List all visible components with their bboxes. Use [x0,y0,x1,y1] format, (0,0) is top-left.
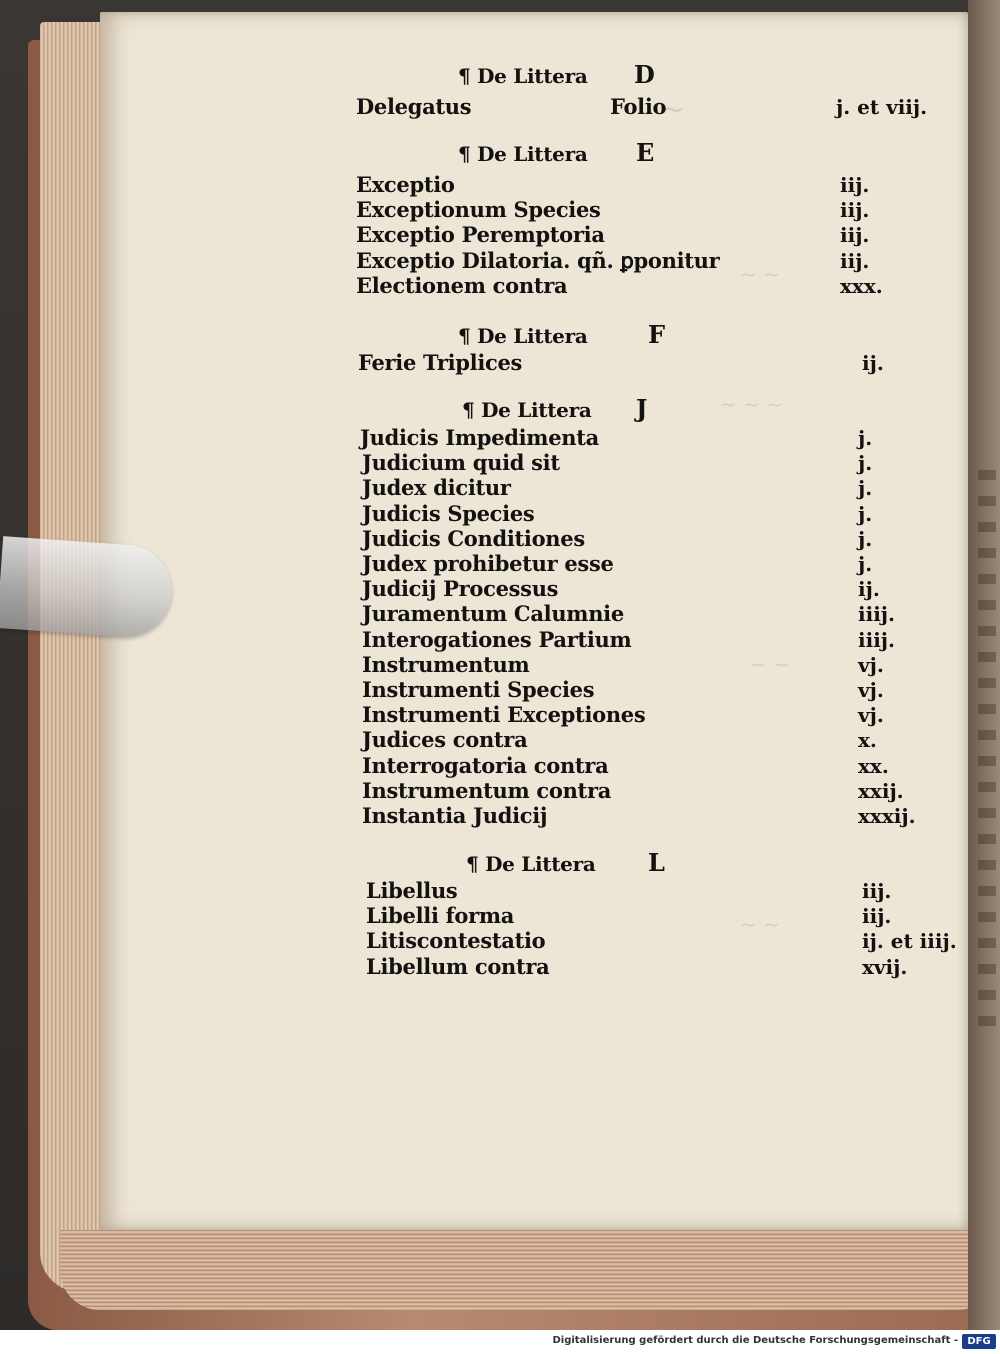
section-header: ¶ De Littera [458,142,588,166]
index-entry-folio: iiij. [858,602,895,627]
index-entry-term: Judicis Impedimenta [360,425,599,450]
index-entry-term: Exceptio Dilatoria. qñ. ꝑponitur [356,247,720,273]
index-entry-term: Instrumenti Species [362,677,595,702]
folio-column-label: Folio [610,94,667,119]
index-entry-folio: xxx. [840,273,883,298]
index-entry-folio: ij. et iiij. [862,929,957,954]
index-entry-folio: xx. [858,753,889,778]
index-entry-folio: j. [858,451,873,476]
index-entry-term: Libellus [366,878,458,903]
section-letter: L [648,848,665,877]
index-entry-folio: j. [858,426,873,450]
section-header: ¶ De Littera [462,398,592,422]
section-header: ¶ De Littera [458,64,588,88]
index-entry-term: Judices contra [362,727,528,753]
section-letter: F [648,320,666,349]
index-entry-folio: ij. [858,577,880,602]
index-entry-folio: xvij. [862,954,908,979]
index-entry-folio: iij. [862,904,892,929]
page-stack-bottom-edge [60,1230,980,1310]
section-letter: E [636,138,655,167]
page-marker-tab [0,536,175,640]
index-entry-folio: iij. [862,879,892,903]
bleed-through-mark: ~ ~ ~ [720,392,783,416]
index-entry-folio: iij. [840,198,870,223]
section-letter: J [636,394,648,423]
index-entry-folio: iij. [840,173,870,197]
index-entry-folio: vj. [858,678,884,702]
index-entry-term: Interrogatoria contra [362,752,609,778]
footer-bar [0,1330,1000,1354]
index-entry-folio: j. [858,476,873,501]
index-entry-term: Judicium quid sit [362,450,560,476]
funding-credit: Digitalisierung gefördert durch die Deutsche Forschungsgemeinschaft - [552,1335,958,1346]
index-entry-term: Instrumentum contra [362,777,612,803]
index-entry-folio: vj. [858,703,884,728]
index-entry-folio: ij. [862,351,884,375]
index-entry-folio: iij. [840,248,870,273]
index-entry-term: Instrumentum [362,651,530,677]
index-entry-term: Judicis Conditiones [362,525,585,551]
index-entry-term: Electionem contra [356,272,568,298]
index-entry-folio: j. [858,501,873,526]
index-entry-term: Litiscontestatio [366,928,546,954]
index-entry-term: Delegatus [356,94,472,119]
bleed-through-mark: ~ ~ [740,262,780,286]
index-entry-term: Libellum contra [366,953,550,979]
index-entry-term: Judex prohibetur esse [362,551,614,576]
index-entry-term: Exceptio [356,172,455,197]
bleed-through-mark: ~ ~ [750,652,790,676]
index-entry-term: Instrumenti Exceptiones [362,702,646,728]
index-entry-term: Juramentum Calumnie [362,601,624,627]
section-header: ¶ De Littera [466,852,596,876]
index-entry-term: Exceptionum Species [356,197,601,223]
facing-page-text-shadow [978,470,996,1030]
index-entry-folio: j. [858,552,873,576]
section-letter: D [634,60,655,89]
index-entry-term: Exceptio Peremptoria [356,222,605,248]
index-entry-folio: vj. [858,652,884,677]
index-entry-term: Instantia Judicij [362,803,548,828]
index-entry-folio: iiij. [858,627,895,652]
index-entry-folio: j. et viij. [836,95,928,119]
index-entry-folio: x. [858,728,877,753]
section-header: ¶ De Littera [458,324,588,348]
index-entry-folio: xxxij. [858,804,916,828]
index-entry-term: Libelli forma [366,903,515,929]
index-entry-folio: iij. [840,223,870,248]
dfg-logo: DFG [962,1334,996,1349]
index-entry-term: Judex dicitur [362,475,511,501]
bleed-through-mark: ~ ~ [740,912,780,936]
index-entry-folio: xxij. [858,778,904,803]
index-entry-term: Interogationes Partium [362,626,632,652]
index-entry-term: Judicis Species [362,500,535,526]
index-entry-folio: j. [858,526,873,551]
index-entry-term: Judicij Processus [362,576,559,602]
index-entry-term: Ferie Triplices [358,350,523,375]
bleed-through-mark: ~ [660,92,686,127]
